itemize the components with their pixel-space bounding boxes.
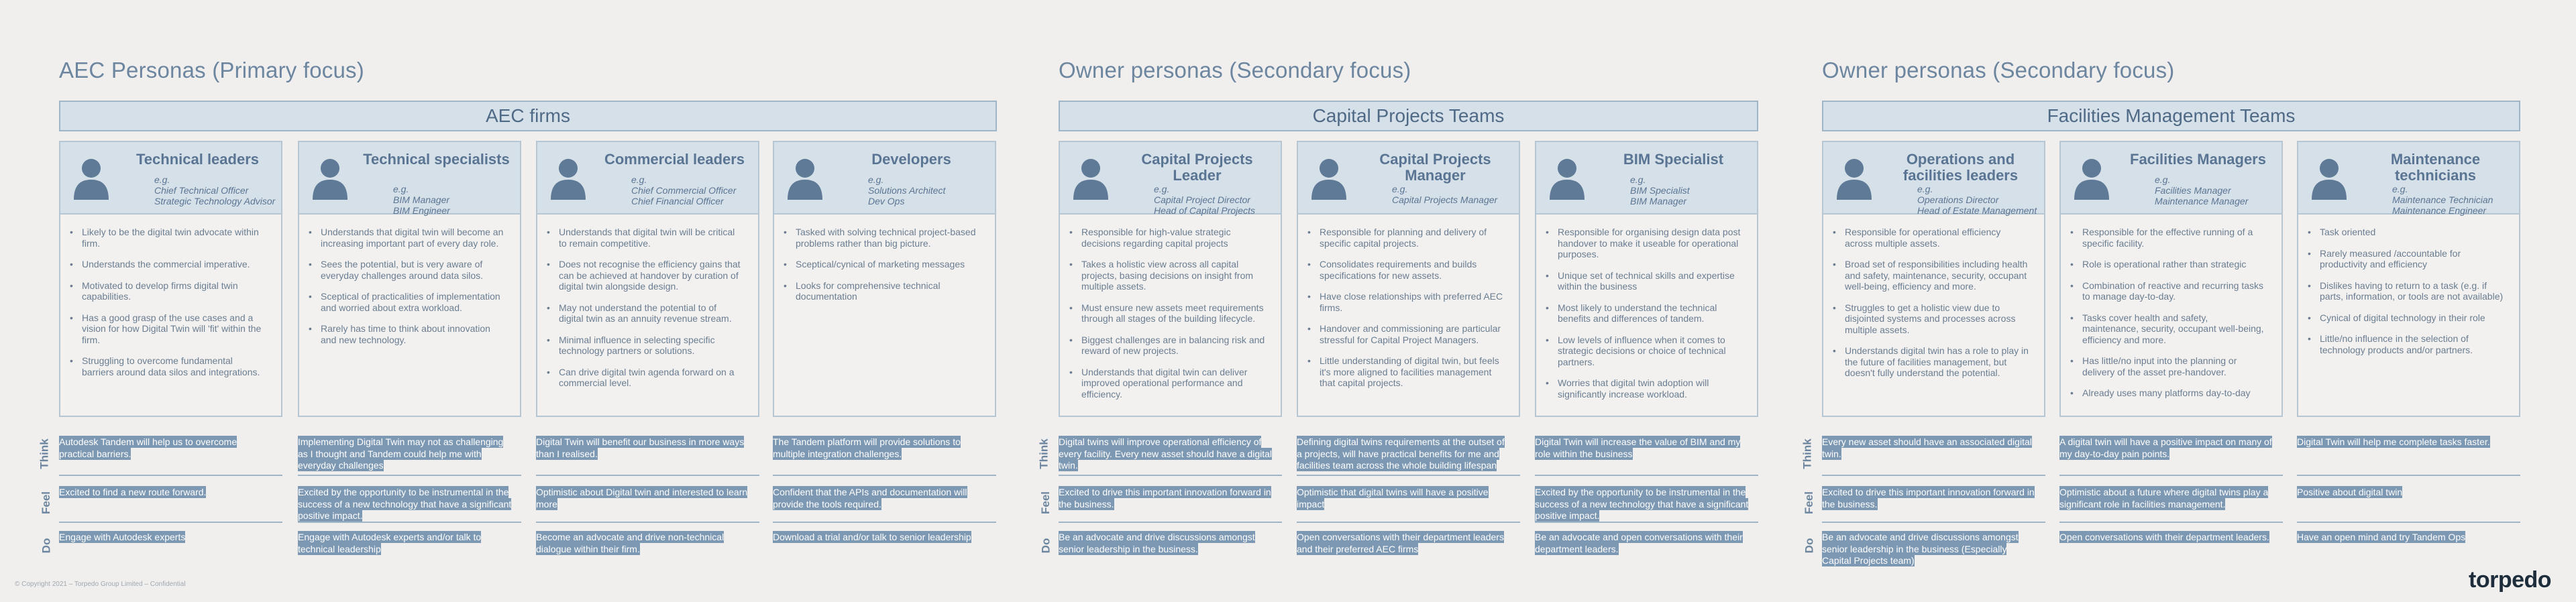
feel-statement: [1059, 487, 1273, 510]
persona-title: Capital Projects Manager: [1379, 151, 1491, 184]
feel-statement: [1535, 487, 1750, 522]
think-statement-text: Digital Twin will help me complete tasks faster.: [2297, 436, 2490, 447]
do-statement-text: Open conversations with their department leaders.: [2059, 532, 2269, 542]
persona-example-role: Maintenance Technician: [2392, 194, 2493, 205]
row-divider: [2297, 522, 2520, 523]
persona-example-role: Maintenance Engineer: [2392, 205, 2487, 216]
persona-bullet: • Responsible for high-value strategic decisions regarding capital projects: [1081, 227, 1266, 249]
persona-bullet: • Most likely to understand the technical benefits and differences of tandem.: [1558, 302, 1742, 324]
row-divider: [1297, 475, 1520, 476]
persona-bullet: • Responsible for operational efficiency across multiple assets.: [1845, 227, 2029, 249]
do-statement: [59, 532, 274, 544]
feel-statement-text: Optimistic that digital twins will have a positive impact: [1297, 487, 1489, 509]
persona-examples: [393, 184, 450, 216]
feel-statement: [1297, 487, 1511, 510]
think-statement: [59, 436, 274, 460]
persona-title: Capital Projects Leader: [1141, 151, 1253, 184]
persona-bullet: • Struggles to get a holistic view due to disjointed systems and processes across multiple assets.: [1845, 302, 2029, 336]
persona-bullet: • May not understand the potential to of digital twin as an annuity revenue stream.: [559, 302, 743, 324]
think-statement: [298, 436, 513, 472]
think-statement-text: Defining digital twins requirements at the outset of a projects, will have practical benefits for me and facilities team across the whole building lifespan: [1297, 436, 1505, 471]
row-label-do-2: Do: [1039, 538, 1053, 554]
persona-bullets: [1558, 227, 1742, 410]
persona-title: BIM Specialist: [1623, 151, 1724, 168]
persona-card: [2059, 141, 2283, 417]
feel-statement-text: Excited to find a new route forward.: [59, 487, 207, 497]
persona-card: [59, 141, 282, 417]
persona-bullet: • Combination of reactive and recurring tasks to manage day-to-day.: [2082, 280, 2267, 302]
row-label-think: Think: [38, 438, 51, 469]
persona-bullet: • Understands that digital twin will become an increasing important part of every day role.: [321, 227, 505, 249]
persona-bullet: • Biggest challenges are in balancing risk and reward of new projects.: [1081, 335, 1266, 357]
persona-bullet: • Broad set of responsibilities including health and safety, maintenance, security, occupant well-being, efficiency and more.: [1845, 259, 2029, 292]
row-label-think-3: Think: [1801, 438, 1814, 469]
do-statement: [298, 532, 513, 555]
persona-title: Technical specialists: [363, 151, 510, 168]
feel-statement-text: Excited to drive this important innovation forward in the business.: [1822, 487, 2035, 509]
do-statement-text: Have an open mind and try Tandem Ops: [2297, 532, 2466, 542]
think-statement: [773, 436, 987, 460]
persona-bullet: • Minimal influence in selecting specific technology partners or solutions.: [559, 335, 743, 357]
user-avatar-icon: [1310, 157, 1348, 200]
row-divider: [2059, 475, 2283, 476]
feel-statement: [2297, 487, 2512, 499]
persona-example-role: Chief Financial Officer: [631, 196, 724, 206]
eg-label: e.g.: [393, 184, 409, 194]
think-statement: [536, 436, 751, 460]
banner-facilities: Facilities Management Teams: [1822, 101, 2520, 131]
persona-bullet: • Sceptical of practicalities of implementation and worried about extra workload.: [321, 291, 505, 313]
feel-statement: [59, 487, 274, 499]
persona-bullet: • Dislikes having to return to a task (e.g. if parts, information, or tools are not available): [2320, 280, 2504, 302]
torpedo-logo: torpedo: [2469, 567, 2552, 593]
persona-card-header: [60, 142, 281, 215]
row-divider: [1059, 475, 1282, 476]
persona-bullets: [559, 227, 743, 399]
think-statement-text: The Tandem platform will provide solutions to multiple integration challenges.: [773, 436, 961, 459]
persona-examples: [1392, 184, 1497, 205]
do-statement: [1297, 532, 1511, 555]
row-divider: [1822, 522, 2045, 523]
persona-card: [1535, 141, 1758, 417]
do-statement: [2059, 532, 2274, 544]
user-avatar-icon: [2073, 157, 2110, 200]
row-divider: [298, 522, 521, 523]
persona-card-header: [299, 142, 520, 215]
persona-title: Maintenance technicians: [2390, 151, 2481, 184]
do-statement-text: Become an advocate and drive non-technical dialogue within their firm.: [536, 532, 724, 554]
user-avatar-icon: [549, 157, 587, 200]
feel-statement-text: Positive about digital twin: [2297, 487, 2403, 497]
row-divider: [773, 522, 996, 523]
section-title-aec: AEC Personas (Primary focus): [59, 58, 364, 82]
banner-aec-firms: AEC firms: [59, 101, 997, 131]
feel-statement-text: Excited by the opportunity to be instrumental in the success of a new technology that have a significant positive impact.: [1535, 487, 1749, 521]
row-divider: [298, 475, 521, 476]
persona-example-role: BIM Manager: [1630, 196, 1687, 206]
persona-example-role: Solutions Architect: [868, 185, 946, 196]
do-statement-text: Be an advocate and drive discussions amongst senior leadership in the business.: [1059, 532, 1255, 554]
think-statement-text: Autodesk Tandem will help us to overcome practical barriers.: [59, 436, 237, 459]
persona-bullet: • Can drive digital twin agenda forward on a commercial level.: [559, 367, 743, 389]
persona-bullet: • Cynical of digital technology in their role: [2320, 312, 2504, 324]
persona-title: Commercial leaders: [604, 151, 745, 168]
persona-bullets: [1845, 227, 2029, 389]
persona-bullet: • Motivated to develop firms digital twin capabilities.: [82, 280, 266, 302]
feel-statement-text: Excited to drive this important innovation forward in the business.: [1059, 487, 1271, 509]
persona-example-role: Operations Director: [1917, 194, 1999, 205]
persona-bullet: • Has a good grasp of the use cases and a vision for how Digital Twin will 'fit' within the firm.: [82, 312, 266, 346]
persona-bullet: • Rarely measured /accountable for productivity and efficiency: [2320, 248, 2504, 270]
persona-bullet: • Likely to be the digital twin advocate within firm.: [82, 227, 266, 249]
persona-examples: [868, 174, 945, 206]
eg-label: e.g.: [1392, 184, 1408, 194]
do-statement-text: Be an advocate and drive discussions amongst senior leadership in the business (Especially Capital Projects team): [1822, 532, 2019, 566]
persona-title: Technical leaders: [136, 151, 259, 168]
persona-bullet: • Little/no influence in the selection of technology products and/or partners.: [2320, 333, 2504, 355]
eg-label: e.g.: [2392, 184, 2408, 194]
row-divider: [2297, 475, 2520, 476]
persona-bullet: • Handover and commissioning are particular stressful for Capital Project Managers.: [1320, 323, 1504, 345]
persona-example-role: Capital Projects Manager: [1392, 194, 1498, 205]
persona-card: [536, 141, 759, 417]
persona-examples: [2155, 174, 2248, 206]
think-statement-text: Every new asset should have an associated digital twin.: [1822, 436, 2032, 459]
section-title-capital: Owner personas (Secondary focus): [1059, 58, 1411, 82]
row-divider: [1059, 522, 1282, 523]
persona-examples: [631, 174, 736, 206]
persona-card: [1822, 141, 2045, 417]
persona-card-header: [1823, 142, 2044, 215]
persona-bullet: • Already uses many platforms day-to-day: [2082, 387, 2267, 399]
think-statement-text: Implementing Digital Twin may not as challenging as I thought and Tandem could help me with everyday challenges: [298, 436, 504, 471]
do-statement-text: Open conversations with their department leaders and their preferred AEC firms: [1297, 532, 1504, 554]
do-statement-text: Be an advocate and open conversations with their department leaders.: [1535, 532, 1743, 554]
user-avatar-icon: [2310, 157, 2348, 200]
persona-bullet: • Sceptical/cynical of marketing messages: [796, 259, 980, 270]
persona-bullet: • Responsible for the effective running of a specific facility.: [2082, 227, 2267, 249]
persona-bullet: • Struggling to overcome fundamental barriers around data silos and integrations.: [82, 355, 266, 377]
persona-title: Operations and facilities leaders: [1902, 151, 2019, 184]
persona-bullet: • Does not recognise the efficiency gains that can be achieved at handover by curation of digital twin alongside design.: [559, 259, 743, 292]
think-statement: [2059, 436, 2274, 460]
persona-bullets: [2320, 227, 2504, 365]
row-label-think-2: Think: [1037, 438, 1051, 469]
row-divider: [773, 475, 996, 476]
persona-bullets: [321, 227, 505, 355]
row-divider: [1535, 522, 1758, 523]
think-statement: [1059, 436, 1273, 472]
row-divider: [1297, 522, 1520, 523]
do-statement: [1535, 532, 1750, 555]
persona-example-role: BIM Specialist: [1630, 185, 1690, 196]
row-label-do: Do: [40, 538, 53, 554]
eg-label: e.g.: [1630, 174, 1646, 185]
feel-statement: [298, 487, 513, 522]
persona-bullet: • Sees the potential, but is very aware of everyday challenges around data silos.: [321, 259, 505, 281]
persona-card-header: [1298, 142, 1519, 215]
persona-card: [1297, 141, 1520, 417]
persona-example-role: Dev Ops: [868, 196, 905, 206]
persona-bullet: • Role is operational rather than strategic: [2082, 259, 2267, 270]
do-statement-text: Download a trial and/or talk to senior leadership: [773, 532, 971, 542]
footer-copyright: © Copyright 2021 – Torpedo Group Limited – Confidential: [15, 581, 186, 588]
do-statement-text: Engage with Autodesk experts: [59, 532, 186, 542]
persona-bullets: [1081, 227, 1266, 410]
persona-example-role: Head of Capital Projects: [1154, 205, 1255, 216]
persona-example-role: Head of Estate Management: [1917, 205, 2037, 216]
persona-bullet: • Tasks cover health and safety, maintenance, security, occupant well-being, efficiency and more.: [2082, 312, 2267, 346]
row-label-do-3: Do: [1803, 538, 1816, 554]
feel-statement-text: Optimistic about Digital twin and interested to learn more: [536, 487, 748, 509]
row-divider: [2059, 522, 2283, 523]
row-divider: [59, 522, 282, 523]
persona-bullet: • Understands that digital twin will be critical to remain competitive.: [559, 227, 743, 249]
persona-bullets: [796, 227, 980, 312]
eg-label: e.g.: [154, 174, 170, 185]
row-label-feel: Feel: [40, 491, 53, 515]
persona-examples: [154, 174, 275, 206]
user-avatar-icon: [1548, 157, 1586, 200]
persona-bullet: • Little understanding of digital twin, but feels it's more aligned to facilities management that capital projects.: [1320, 355, 1504, 389]
persona-example-role: BIM Engineer: [393, 205, 450, 216]
think-statement: [2297, 436, 2512, 448]
persona-bullet: • Has little/no input into the planning or delivery of the asset pre-handover.: [2082, 355, 2267, 377]
persona-example-role: BIM Manager: [393, 194, 450, 205]
persona-card-header: [537, 142, 758, 215]
feel-statement: [773, 487, 987, 510]
eg-label: e.g.: [631, 174, 647, 185]
persona-examples: [1154, 184, 1255, 216]
eg-label: e.g.: [2155, 174, 2171, 185]
user-avatar-icon: [311, 157, 349, 200]
persona-card-header: [2298, 142, 2519, 215]
feel-statement-text: Confident that the APIs and documentation will provide the tools required.: [773, 487, 967, 509]
persona-bullets: [1320, 227, 1504, 399]
do-statement: [1059, 532, 1273, 555]
row-divider: [536, 522, 759, 523]
persona-examples: [2392, 184, 2493, 216]
user-avatar-icon: [72, 157, 110, 200]
persona-examples: [1917, 184, 2037, 216]
persona-bullet: • Looks for comprehensive technical documentation: [796, 280, 980, 302]
feel-statement: [536, 487, 751, 510]
persona-example-role: Chief Commercial Officer: [631, 185, 737, 196]
persona-bullet: • Worries that digital twin adoption will significantly increase workload.: [1558, 377, 1742, 400]
persona-card: [773, 141, 996, 417]
do-statement: [2297, 532, 2512, 544]
think-statement-text: Digital Twin will increase the value of BIM and my role within the business: [1535, 436, 1741, 459]
eg-label: e.g.: [1154, 184, 1170, 194]
eg-label: e.g.: [1917, 184, 1933, 194]
persona-bullet: • Must ensure new assets meet requirements through all stages of the building lifecycle.: [1081, 302, 1266, 324]
row-label-feel-2: Feel: [1039, 491, 1053, 515]
feel-statement-text: Optimistic about a future where digital twins play a significant role in facilities management.: [2059, 487, 2269, 509]
row-divider: [536, 475, 759, 476]
think-statement: [1822, 436, 2037, 460]
user-avatar-icon: [1835, 157, 1873, 200]
persona-example-role: Chief Technical Officer: [154, 185, 249, 196]
think-statement: [1535, 436, 1750, 460]
feel-statement-text: Excited by the opportunity to be instrumental in the success of a new technology that have a significant positive impact.: [298, 487, 512, 521]
persona-bullet: • Tasked with solving technical project-based problems rather than big picture.: [796, 227, 980, 249]
persona-bullet: • Unique set of technical skills and expertise within the business: [1558, 270, 1742, 292]
think-statement-text: A digital twin will have a positive impact on many of my day-to-day pain points.: [2059, 436, 2272, 459]
persona-examples: [1630, 174, 1690, 206]
row-divider: [59, 475, 282, 476]
persona-bullet: • Low levels of influence when it comes to strategic decisions or choice of technical partners.: [1558, 335, 1742, 368]
persona-example-role: Capital Project Director: [1154, 194, 1250, 205]
persona-bullet: • Have close relationships with preferred AEC firms.: [1320, 291, 1504, 313]
feel-statement: [1822, 487, 2037, 510]
think-statement-text: Digital Twin will benefit our business in more ways than I realised.: [536, 436, 745, 459]
persona-bullet: • Consolidates requirements and builds specifications for new assets.: [1320, 259, 1504, 281]
think-statement-text: Digital twins will improve operational efficiency of every facility. Every new asset should have a digital twin.: [1059, 436, 1273, 471]
persona-bullet: • Responsible for planning and delivery of specific capital projects.: [1320, 227, 1504, 249]
persona-bullet: • Responsible for organising design data post handover to make it useable for operational purposes.: [1558, 227, 1742, 260]
persona-bullets: [2082, 227, 2267, 409]
row-divider: [1822, 475, 2045, 476]
persona-card: [1059, 141, 1282, 417]
persona-card-header: [2061, 142, 2282, 215]
row-divider: [1535, 475, 1758, 476]
persona-card-header: [1536, 142, 1757, 215]
persona-bullet: • Takes a holistic view across all capital projects, basing decisions on insight from multiple assets.: [1081, 259, 1266, 292]
persona-card: [298, 141, 521, 417]
persona-bullet: • Understands digital twin has a role to play in the future of facilities management, but doesn't fully understand the potential.: [1845, 345, 2029, 379]
persona-example-role: Strategic Technology Advisor: [154, 196, 276, 206]
persona-bullet: • Rarely has time to think about innovation and new technology.: [321, 323, 505, 345]
row-label-feel-3: Feel: [1803, 491, 1816, 515]
do-statement: [1822, 532, 2037, 567]
persona-bullet: • Understands that digital twin can deliver improved operational performance and efficiency.: [1081, 367, 1266, 400]
do-statement: [536, 532, 751, 555]
do-statement: [773, 532, 987, 544]
persona-card-header: [1060, 142, 1281, 215]
do-statement-text: Engage with Autodesk experts and/or talk to technical leadership: [298, 532, 482, 554]
persona-bullet: • Task oriented: [2320, 227, 2504, 238]
persona-card: [2297, 141, 2520, 417]
think-statement: [1297, 436, 1511, 472]
persona-bullet: • Understands the commercial imperative.: [82, 259, 266, 270]
persona-bullets: [82, 227, 266, 387]
section-title-facilities: Owner personas (Secondary focus): [1822, 58, 2175, 82]
user-avatar-icon: [786, 157, 824, 200]
persona-title: Facilities Managers: [2130, 151, 2266, 168]
user-avatar-icon: [1072, 157, 1110, 200]
eg-label: e.g.: [868, 174, 884, 185]
feel-statement: [2059, 487, 2274, 510]
persona-example-role: Maintenance Manager: [2155, 196, 2249, 206]
persona-card-header: [774, 142, 995, 215]
persona-title: Developers: [871, 151, 951, 168]
banner-capital-projects: Capital Projects Teams: [1059, 101, 1758, 131]
persona-example-role: Facilities Manager: [2155, 185, 2231, 196]
